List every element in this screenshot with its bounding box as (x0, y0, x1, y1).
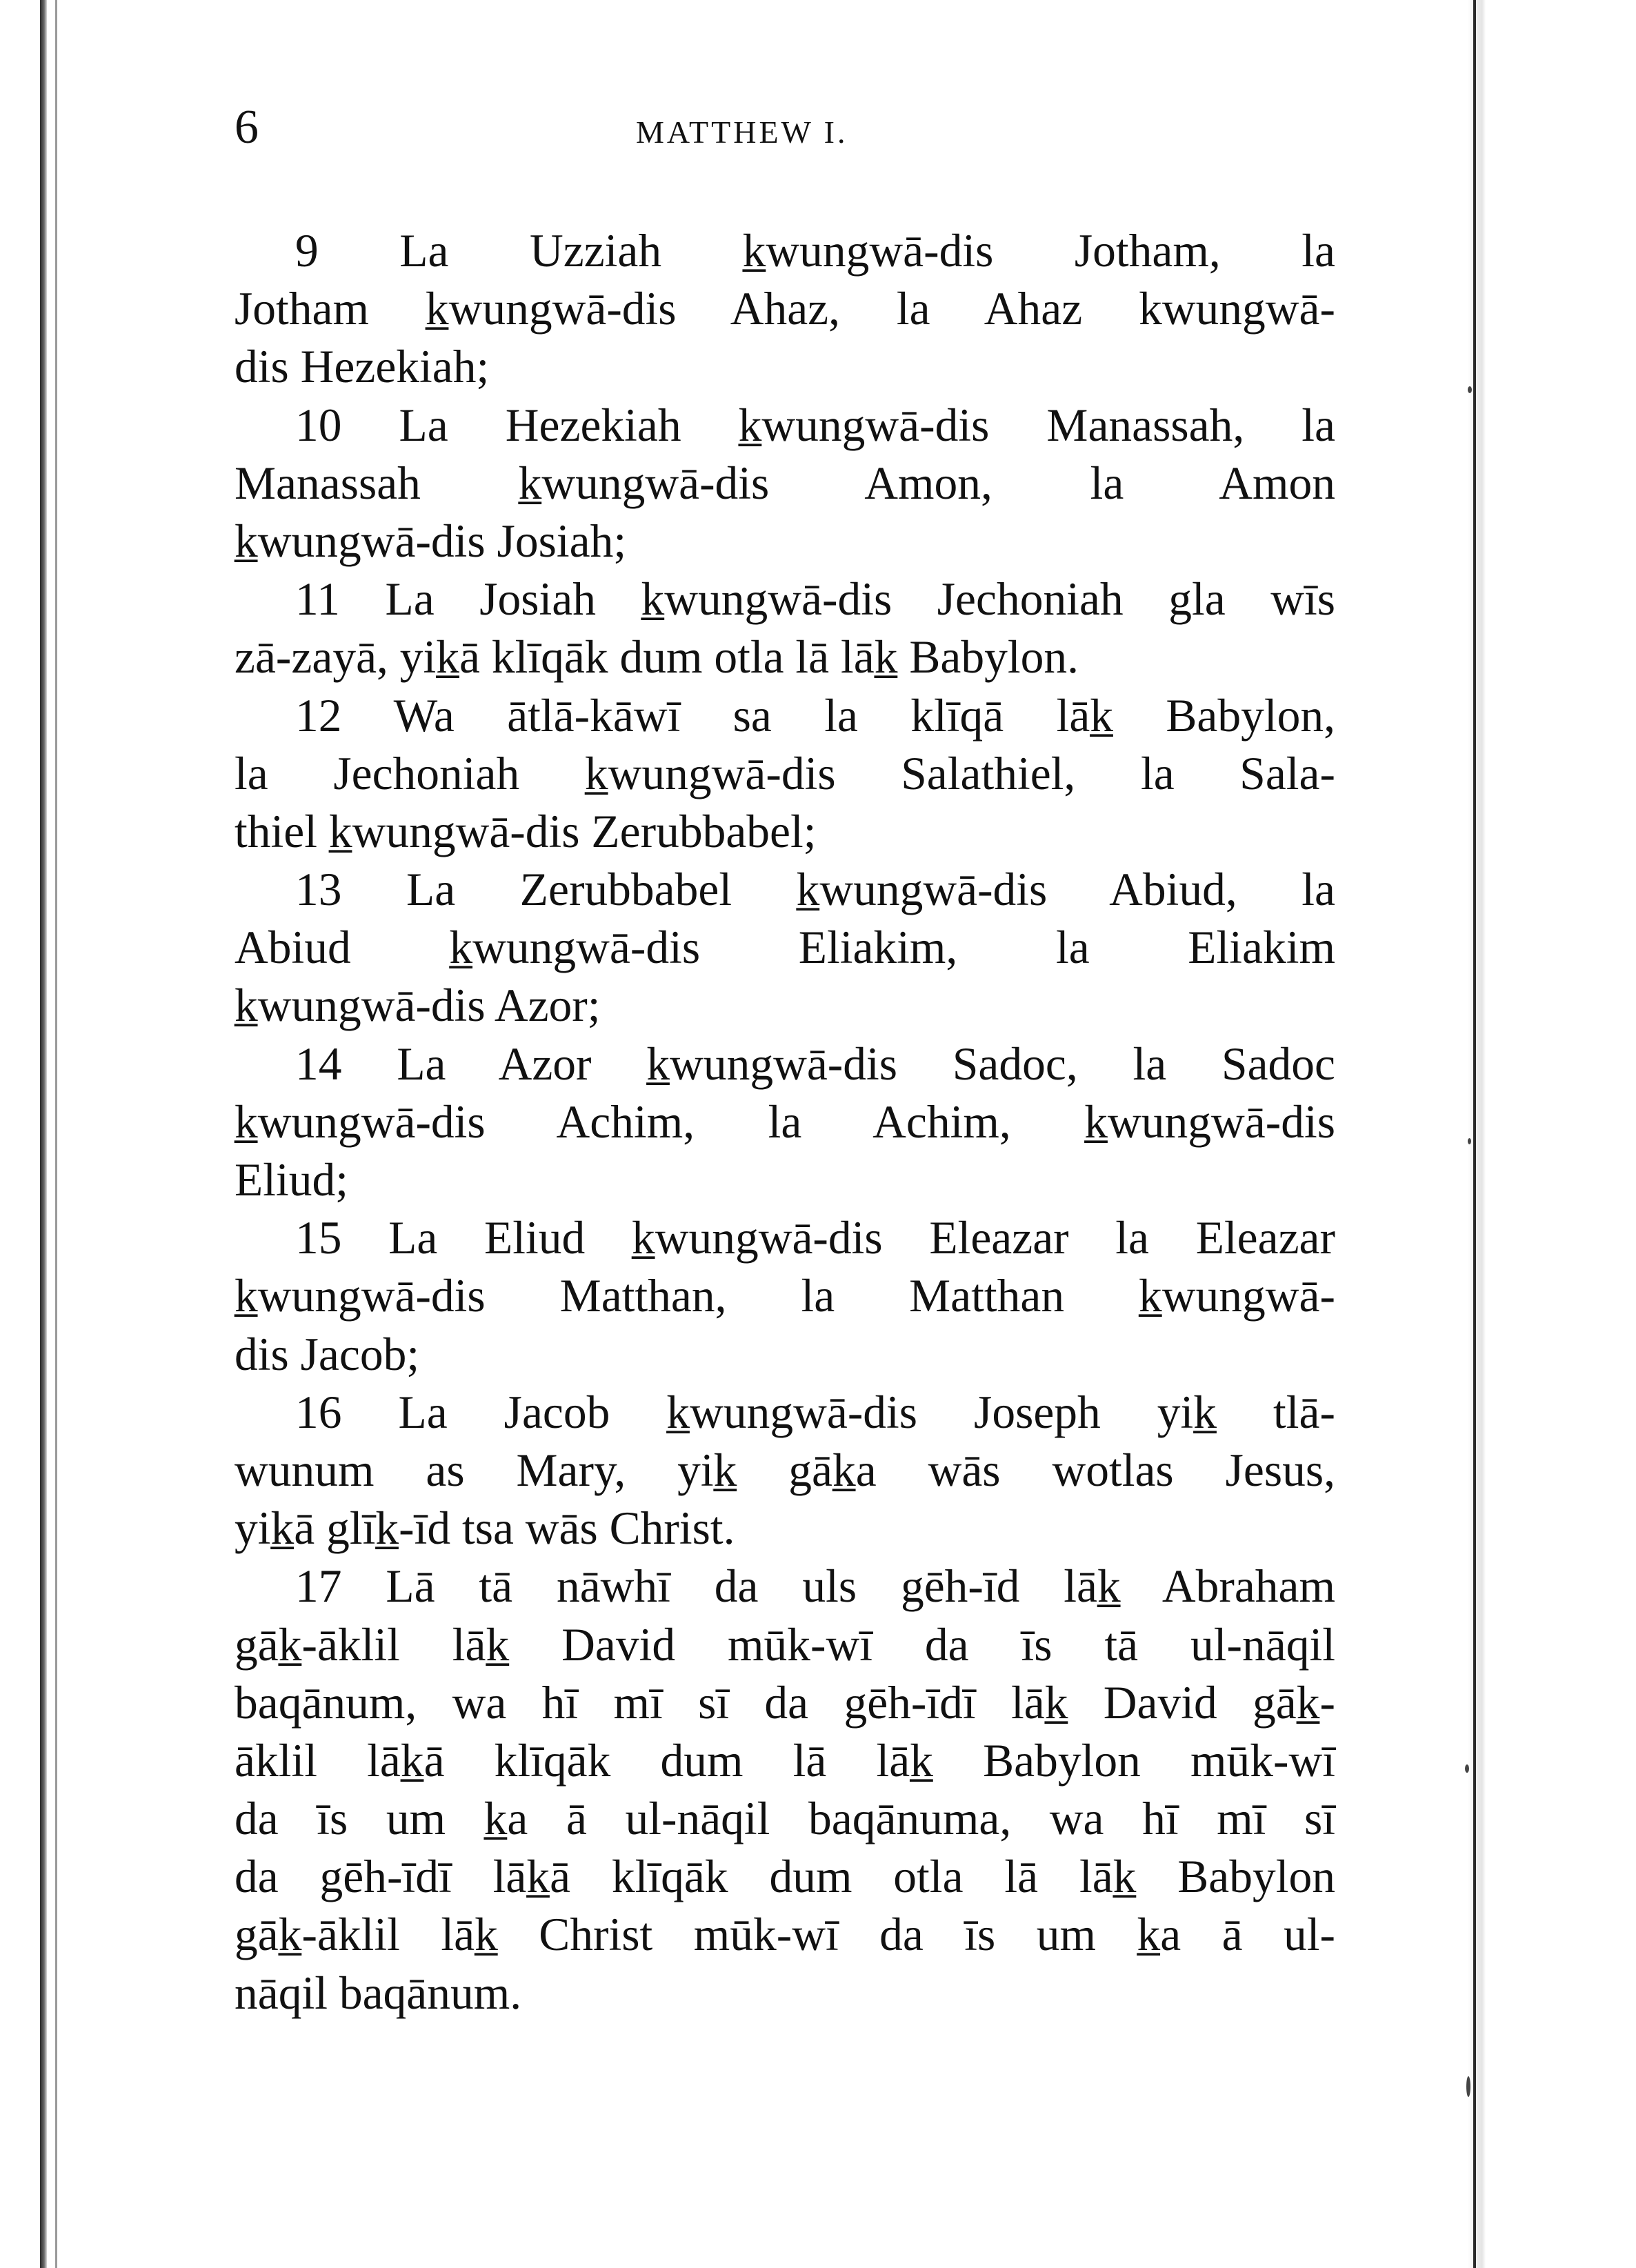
text-line: wunum as Mary, yik̲ gāk̲a wās wotlas Jesus, (235, 1444, 1335, 1496)
text-line: 9 La Uzziah k̲wungwā-dis Jotham, la (295, 225, 1335, 277)
text-line: 16 La Jacob k̲wungwā-dis Joseph yik̲ tlā- (295, 1386, 1335, 1438)
print-speck (1465, 1764, 1469, 1773)
page-gutter-line (1473, 0, 1476, 2268)
book-spine-line (55, 0, 57, 2268)
page-gutter-shadow (1468, 0, 1486, 2268)
text-line: Abiud k̲wungwā-dis Eliakim, la Eliakim (235, 922, 1335, 974)
text-line: gāk̲-āklil lāk̲ Christ mūk-wī da īs um k̲a ā ul- (235, 1909, 1335, 1961)
text-line: gāk̲-āklil lāk̲ David mūk-wī da īs tā ul-nāqil (235, 1618, 1335, 1671)
page-header (235, 103, 1338, 159)
scripture-text (235, 222, 1335, 2022)
text-line: Jotham k̲wungwā-dis Ahaz, la Ahaz kwungwā- (235, 283, 1335, 335)
text-line: da īs um k̲a ā ul-nāqil baqānuma, wa hī mī sī (235, 1793, 1335, 1845)
running-head: MATTHEW I. (636, 115, 848, 150)
text-line: Eliud; (235, 1154, 348, 1206)
text-line: 17 Lā tā nāwhī da uls gēh-īd lāk̲ Abraham (295, 1560, 1335, 1613)
text-line: 11 La Josiah k̲wungwā-dis Jechoniah gla wīs (295, 573, 1335, 626)
text-line: dis Hezekiah; (235, 341, 490, 393)
text-line: yik̲ā glīk̲-īd tsa wās Christ. (235, 1502, 735, 1555)
text-line: 13 La Zerubbabel k̲wungwā-dis Abiud, la (295, 864, 1335, 916)
print-speck (1468, 1138, 1471, 1144)
text-line: 12 Wa ātlā-kāwī sa la klīqā lāk̲ Babylon, (295, 689, 1335, 742)
page-number: 6 (235, 101, 259, 154)
text-line: Manassah k̲wungwā-dis Amon, la Amon (235, 457, 1335, 509)
text-line: 14 La Azor k̲wungwā-dis Sadoc, la Sadoc (295, 1037, 1335, 1090)
text-line: zā-zayā, yik̲ā klīqāk dum otla lā lāk̲ Babylon. (235, 631, 1079, 684)
print-speck (1468, 386, 1472, 393)
text-line: baqānum, wa hī mī sī da gēh-īdī lāk̲ David gāk̲- (235, 1676, 1335, 1729)
text-line: 15 La Eliud k̲wungwā-dis Eleazar la Eleazar (295, 1212, 1335, 1264)
print-speck (1466, 2076, 1470, 2097)
text-line: āklil lāk̲ā klīqāk dum lā lāk̲ Babylon mūk-wī (235, 1734, 1335, 1787)
text-line: k̲wungwā-dis Achim, la Achim, k̲wungwā-dis (235, 1095, 1335, 1148)
text-line: k̲wungwā-dis Josiah; (235, 515, 627, 567)
text-line: dis Jacob; (235, 1328, 420, 1380)
book-spine-edge (40, 0, 47, 2268)
text-line: k̲wungwā-dis Matthan, la Matthan k̲wungwā- (235, 1270, 1335, 1322)
text-line: k̲wungwā-dis Azor; (235, 979, 601, 1032)
text-line: thiel k̲wungwā-dis Zerubbabel; (235, 805, 817, 857)
text-line: la Jechoniah k̲wungwā-dis Salathiel, la Sala- (235, 747, 1335, 799)
text-line: 10 La Hezekiah k̲wungwā-dis Manassah, la (295, 399, 1335, 451)
text-line: nāqil baqānum. (235, 1967, 522, 2019)
text-line: da gēh-īdī lāk̲ā klīqāk dum otla lā lāk̲ Babylon (235, 1851, 1335, 1903)
